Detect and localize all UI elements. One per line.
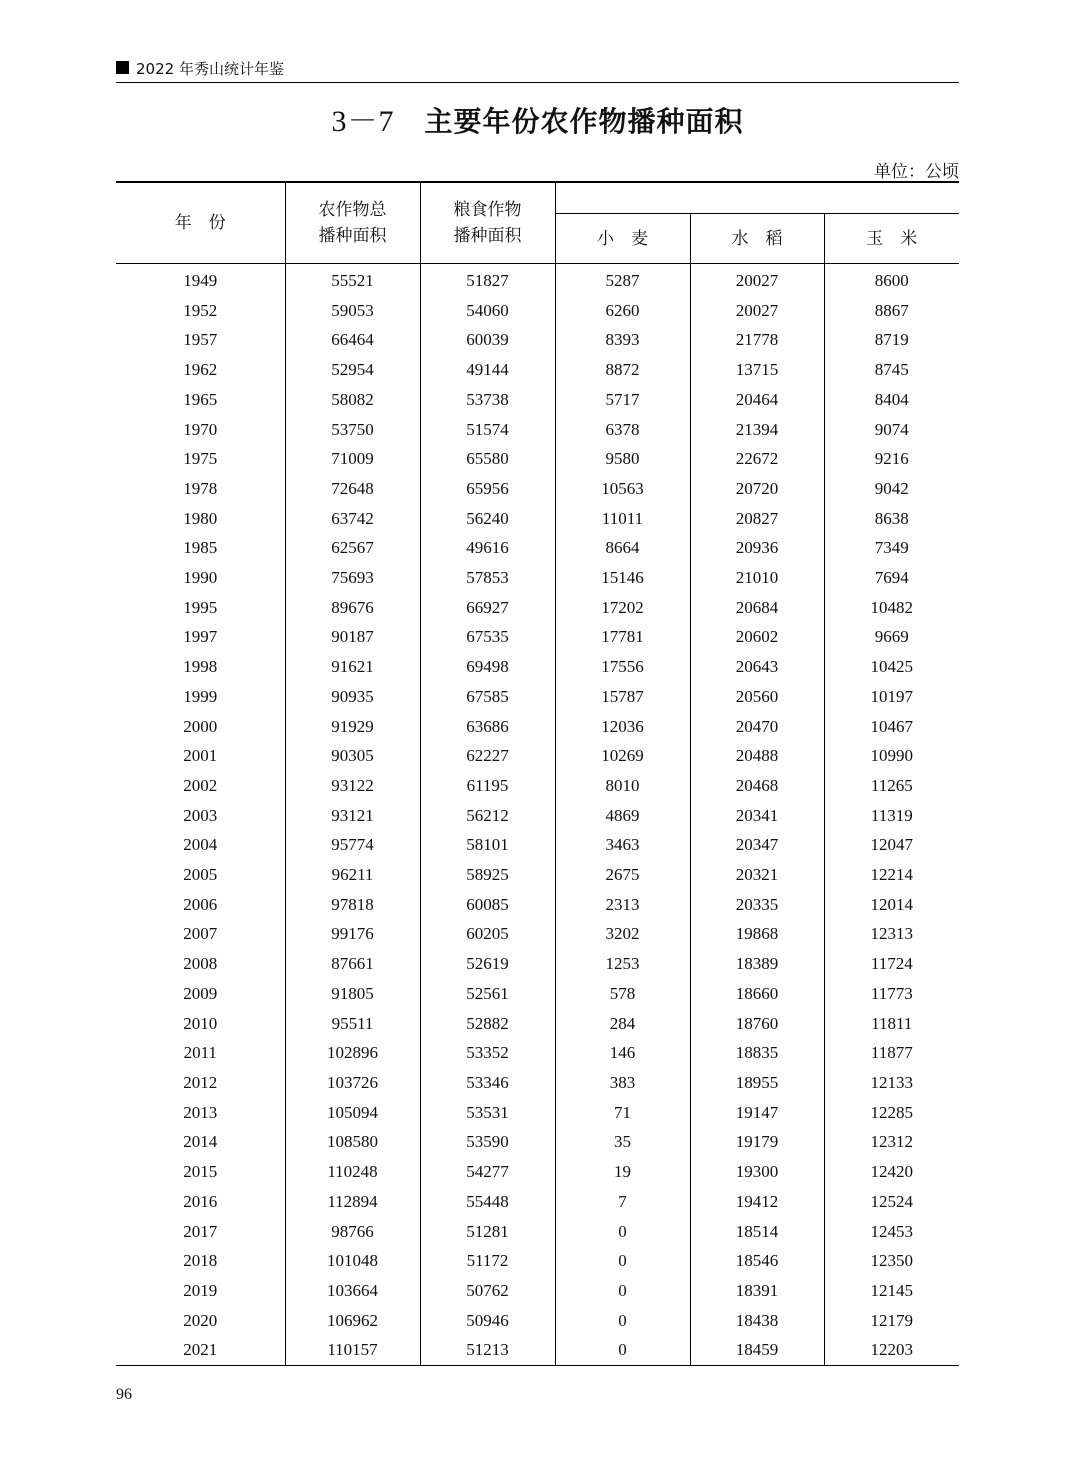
cell-rice: 19868 [690,919,824,949]
cell-grain-area: 67535 [420,622,555,652]
cell-grain-area: 62227 [420,741,555,771]
cell-wheat: 8872 [555,355,690,385]
cell-grain-area: 51827 [420,264,555,296]
cell-total-area: 106962 [285,1306,420,1336]
header-grain-area [420,182,555,264]
cell-total-area: 102896 [285,1038,420,1068]
cell-grain-area: 56212 [420,801,555,831]
cell-wheat: 15787 [555,682,690,712]
cell-total-area: 62567 [285,533,420,563]
cell-year: 2015 [183,1162,218,1182]
cell-grain-area: 61195 [420,771,555,801]
cell-rice: 18660 [690,979,824,1009]
cell-grain-area: 54277 [420,1157,555,1187]
table-header [116,182,959,264]
cell-wheat: 383 [555,1068,690,1098]
cell-grain-area: 52561 [420,979,555,1009]
cell-rice: 20470 [690,712,824,742]
cell-year: 1949 [183,271,218,290]
cell-wheat: 8664 [555,533,690,563]
cell-grain-area: 65956 [420,474,555,504]
cell-corn: 8404 [824,385,959,415]
cell-corn: 11877 [824,1038,959,1068]
cell-wheat: 146 [555,1038,690,1068]
header-grain-breakdown [555,182,959,214]
cell-grain-area: 58925 [420,860,555,890]
cell-grain-area: 58101 [420,830,555,860]
table-row [116,1038,959,1068]
cell-rice: 20341 [690,801,824,831]
cell-total-area: 90187 [285,622,420,652]
cell-rice: 18391 [690,1276,824,1306]
cell-year: 2002 [183,775,218,795]
cell-grain-area: 53352 [420,1038,555,1068]
cell-wheat: 5287 [555,264,690,296]
header-total-line2: 播种面积 [318,226,387,246]
cell-wheat: 0 [555,1246,690,1276]
cell-wheat: 19 [555,1157,690,1187]
cell-grain-area: 51574 [420,415,555,445]
cell-rice: 19300 [690,1157,824,1187]
cell-wheat: 17202 [555,593,690,623]
table-row [116,1098,959,1128]
cell-rice: 20643 [690,652,824,682]
cell-wheat: 6378 [555,415,690,445]
page-number: 96 [116,1386,132,1403]
cell-wheat: 7 [555,1187,690,1217]
cell-wheat: 11011 [555,504,690,534]
table-row [116,919,959,949]
cell-wheat: 0 [555,1276,690,1306]
cell-year: 2008 [183,954,218,974]
cell-total-area: 66464 [285,325,420,355]
table-row [116,325,959,355]
cell-wheat: 5717 [555,385,690,415]
cell-corn: 9074 [824,415,959,445]
cell-year: 1975 [183,449,218,469]
table-row [116,1276,959,1306]
cell-grain-area: 49144 [420,355,555,385]
cell-corn: 10425 [824,652,959,682]
cell-corn: 11811 [824,1009,959,1039]
cell-corn: 7694 [824,563,959,593]
cell-rice: 18514 [690,1217,824,1247]
table-row [116,830,959,860]
table-row [116,1335,959,1365]
cell-total-area: 93122 [285,771,420,801]
cell-total-area: 59053 [285,296,420,326]
header-grain-line1: 粮食作物 [453,200,522,220]
cell-rice: 19147 [690,1098,824,1128]
cell-corn: 12524 [824,1187,959,1217]
cell-grain-area: 69498 [420,652,555,682]
header-year: 年 份 [116,182,285,264]
cell-year: 2004 [183,835,218,855]
cell-grain-area: 63686 [420,712,555,742]
cell-rice: 18438 [690,1306,824,1336]
cell-wheat: 71 [555,1098,690,1128]
cell-wheat: 0 [555,1217,690,1247]
cell-total-area: 91929 [285,712,420,742]
cell-rice: 18389 [690,949,824,979]
cell-total-area: 89676 [285,593,420,623]
cell-corn: 10990 [824,741,959,771]
cell-year: 1962 [183,360,218,380]
cell-grain-area: 53531 [420,1098,555,1128]
cell-rice: 22672 [690,444,824,474]
cell-wheat: 0 [555,1335,690,1365]
data-table-wrapper [116,181,959,1366]
cell-grain-area: 57853 [420,563,555,593]
cell-rice: 18546 [690,1246,824,1276]
table-title: 主要年份农作物播种面积 [424,105,744,138]
cell-wheat: 35 [555,1127,690,1157]
cell-wheat: 10563 [555,474,690,504]
cell-grain-area: 60205 [420,919,555,949]
table-row [116,622,959,652]
cell-rice: 20488 [690,741,824,771]
cell-corn: 12285 [824,1098,959,1128]
table-row [116,979,959,1009]
cell-year: 2012 [183,1072,218,1092]
running-head-text: 2022 年秀山统计年鉴 [136,60,284,78]
cell-rice: 20827 [690,504,824,534]
cell-wheat: 2675 [555,860,690,890]
cell-year: 2003 [183,805,218,825]
cell-grain-area: 52619 [420,949,555,979]
cell-wheat: 17781 [555,622,690,652]
cell-wheat: 284 [555,1009,690,1039]
cell-corn: 8600 [824,264,959,296]
header-total-area [285,182,420,264]
cell-year: 2017 [183,1221,218,1241]
table-row [116,949,959,979]
cell-total-area: 72648 [285,474,420,504]
header-total-line1: 农作物总 [318,200,387,220]
cell-corn: 11319 [824,801,959,831]
cell-total-area: 52954 [285,355,420,385]
cell-corn: 12214 [824,860,959,890]
cell-grain-area: 51172 [420,1246,555,1276]
table-row [116,1157,959,1187]
cell-total-area: 98766 [285,1217,420,1247]
cell-total-area: 97818 [285,890,420,920]
cell-grain-area: 53590 [420,1127,555,1157]
cell-total-area: 101048 [285,1246,420,1276]
cell-rice: 20321 [690,860,824,890]
cell-year: 2019 [183,1280,218,1300]
cell-grain-area: 56240 [420,504,555,534]
cell-year: 2000 [183,716,218,736]
cell-grain-area: 60039 [420,325,555,355]
cell-grain-area: 66927 [420,593,555,623]
cell-grain-area: 51281 [420,1217,555,1247]
cell-total-area: 87661 [285,949,420,979]
cell-total-area: 103726 [285,1068,420,1098]
table-row [116,593,959,623]
cell-wheat: 10269 [555,741,690,771]
cell-rice: 18459 [690,1335,824,1365]
cell-rice: 21778 [690,325,824,355]
cell-total-area: 90305 [285,741,420,771]
cell-year: 2021 [116,1335,285,1365]
cell-rice: 19179 [690,1127,824,1157]
cell-corn: 10467 [824,712,959,742]
table-row [116,264,959,296]
cell-total-area: 93121 [285,801,420,831]
cell-year: 2007 [183,924,218,944]
cell-year: 2016 [183,1191,218,1211]
cell-rice: 13715 [690,355,824,385]
table-number: 3－7 [331,105,395,138]
cell-wheat: 8393 [555,325,690,355]
cell-total-area: 99176 [285,919,420,949]
table-row [116,296,959,326]
cell-grain-area: 52882 [420,1009,555,1039]
cell-corn: 12179 [824,1306,959,1336]
cell-total-area: 75693 [285,563,420,593]
cell-wheat: 3463 [555,830,690,860]
cell-rice: 19412 [690,1187,824,1217]
table-row [116,1217,959,1247]
cell-rice: 20468 [690,771,824,801]
cell-year: 1997 [183,627,218,647]
cell-rice: 20936 [690,533,824,563]
cell-total-area: 105094 [285,1098,420,1128]
header-rice: 水 稻 [690,214,824,264]
cell-corn: 11724 [824,949,959,979]
cell-corn: 8719 [824,325,959,355]
cell-year: 1980 [183,508,218,528]
header-corn: 玉 米 [824,214,959,264]
cell-total-area: 53750 [285,415,420,445]
black-square-icon [116,61,129,74]
cell-rice: 20684 [690,593,824,623]
cell-year: 2020 [183,1310,218,1330]
cell-grain-area: 49616 [420,533,555,563]
cell-corn: 12203 [824,1335,959,1365]
cell-total-area: 55521 [285,264,420,296]
cell-wheat: 8010 [555,771,690,801]
cell-total-area: 71009 [285,444,420,474]
table-row [116,1306,959,1336]
cell-year: 2010 [183,1013,218,1033]
cell-grain-area: 51213 [420,1335,555,1365]
cell-wheat: 9580 [555,444,690,474]
table-row [116,712,959,742]
cell-rice: 18955 [690,1068,824,1098]
cell-wheat: 12036 [555,712,690,742]
cell-corn: 7349 [824,533,959,563]
cell-rice: 20560 [690,682,824,712]
cell-rice: 21010 [690,563,824,593]
table-row [116,1127,959,1157]
cell-corn: 12350 [824,1246,959,1276]
cell-year: 1970 [183,419,218,439]
cell-total-area: 108580 [285,1127,420,1157]
cell-rice: 20335 [690,890,824,920]
cell-year: 2018 [183,1251,218,1271]
cell-rice: 21394 [690,415,824,445]
cell-year: 2001 [183,746,218,766]
cell-year: 1978 [183,478,218,498]
cell-year: 1965 [183,389,218,409]
cell-wheat: 1253 [555,949,690,979]
cell-corn: 10197 [824,682,959,712]
table-row [116,771,959,801]
cell-grain-area: 67585 [420,682,555,712]
cell-rice: 18760 [690,1009,824,1039]
data-table [116,181,959,1366]
cell-rice: 18835 [690,1038,824,1068]
cell-year: 2005 [183,865,218,885]
cell-year: 1990 [183,568,218,588]
cell-total-area: 110157 [285,1335,420,1365]
cell-total-area: 91621 [285,652,420,682]
cell-total-area: 95774 [285,830,420,860]
table-row [116,801,959,831]
table-row [116,355,959,385]
cell-corn: 12014 [824,890,959,920]
cell-corn: 12420 [824,1157,959,1187]
table-row [116,1009,959,1039]
table-row [116,741,959,771]
table-row [116,1187,959,1217]
cell-grain-area: 53346 [420,1068,555,1098]
cell-wheat: 4869 [555,801,690,831]
table-row [116,385,959,415]
unit-label: 单位：公顷 [874,162,959,182]
cell-year: 1998 [183,657,218,677]
cell-year: 2009 [183,983,218,1003]
cell-corn: 12453 [824,1217,959,1247]
cell-total-area: 96211 [285,860,420,890]
table-row [116,533,959,563]
header-wheat: 小 麦 [555,214,690,264]
running-head [116,58,959,83]
table-row [116,474,959,504]
cell-year: 2013 [183,1102,218,1122]
header-grain-line2: 播种面积 [453,226,522,246]
cell-wheat: 2313 [555,890,690,920]
cell-total-area: 110248 [285,1157,420,1187]
cell-wheat: 3202 [555,919,690,949]
cell-wheat: 15146 [555,563,690,593]
table-row [116,890,959,920]
cell-corn: 11773 [824,979,959,1009]
cell-rice: 20027 [690,296,824,326]
cell-year: 1952 [183,300,218,320]
cell-corn: 12145 [824,1276,959,1306]
cell-corn: 8745 [824,355,959,385]
cell-grain-area: 50946 [420,1306,555,1336]
cell-corn: 12047 [824,830,959,860]
cell-rice: 20464 [690,385,824,415]
cell-total-area: 90935 [285,682,420,712]
cell-corn: 12133 [824,1068,959,1098]
cell-grain-area: 55448 [420,1187,555,1217]
cell-year: 1995 [183,597,218,617]
cell-rice: 20347 [690,830,824,860]
cell-year: 1985 [183,538,218,558]
cell-grain-area: 50762 [420,1276,555,1306]
cell-grain-area: 53738 [420,385,555,415]
cell-total-area: 91805 [285,979,420,1009]
cell-total-area: 63742 [285,504,420,534]
table-row [116,444,959,474]
table-row [116,1068,959,1098]
table-row [116,415,959,445]
table-row [116,682,959,712]
page-title [116,102,959,142]
table-body [116,264,959,1366]
cell-corn: 9669 [824,622,959,652]
cell-year: 2011 [183,1043,217,1063]
cell-grain-area: 54060 [420,296,555,326]
table-row [116,563,959,593]
cell-total-area: 103664 [285,1276,420,1306]
cell-year: 1999 [183,686,218,706]
cell-year: 2014 [183,1132,218,1152]
cell-corn: 9042 [824,474,959,504]
cell-corn: 8867 [824,296,959,326]
cell-wheat: 6260 [555,296,690,326]
cell-total-area: 112894 [285,1187,420,1217]
cell-wheat: 17556 [555,652,690,682]
cell-corn: 8638 [824,504,959,534]
cell-grain-area: 65580 [420,444,555,474]
cell-year: 1957 [183,330,218,350]
cell-corn: 9216 [824,444,959,474]
cell-wheat: 578 [555,979,690,1009]
cell-corn: 12313 [824,919,959,949]
cell-year: 2006 [183,894,218,914]
table-row [116,860,959,890]
cell-total-area: 95511 [285,1009,420,1039]
cell-corn: 12312 [824,1127,959,1157]
cell-corn: 10482 [824,593,959,623]
cell-rice: 20027 [690,264,824,296]
cell-total-area: 58082 [285,385,420,415]
cell-corn: 11265 [824,771,959,801]
cell-wheat: 0 [555,1306,690,1336]
cell-rice: 20720 [690,474,824,504]
table-row [116,504,959,534]
cell-rice: 20602 [690,622,824,652]
cell-grain-area: 60085 [420,890,555,920]
table-row [116,1246,959,1276]
table-row [116,652,959,682]
